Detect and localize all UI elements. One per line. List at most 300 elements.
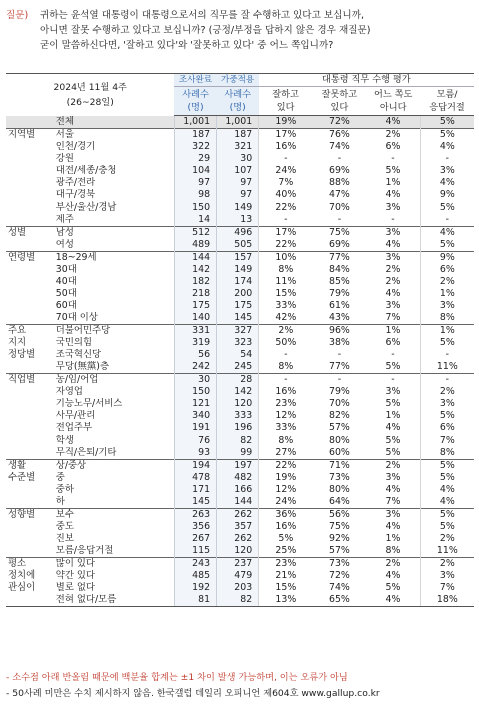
pct-positive: 12%	[259, 484, 313, 496]
table-row	[6, 214, 474, 227]
row-label: 많이 있다	[53, 557, 175, 570]
table-row	[6, 251, 474, 264]
pct-unknown: 7%	[420, 435, 474, 447]
pct-positive: -	[259, 349, 313, 361]
cases-weighted: 323	[217, 337, 259, 349]
pct-unknown: 8%	[420, 312, 474, 325]
pct-neither: 4%	[385, 287, 401, 299]
cases-done: 121	[174, 398, 216, 410]
row-label: 기능노무/서비스	[55, 398, 123, 410]
pct-positive: 23%	[259, 398, 313, 410]
row-label: 남성	[53, 226, 175, 239]
pct-positive: 8%	[259, 361, 313, 374]
pct-unknown: 1%	[420, 288, 474, 300]
cases-weighted: 196	[217, 422, 259, 434]
cases-done: 218	[174, 288, 216, 300]
pct-unknown: 7%	[420, 582, 474, 594]
pct-positive: 12%	[259, 410, 313, 422]
pct-unknown: 6%	[420, 264, 474, 276]
cases-weighted: 505	[217, 239, 259, 252]
table-row	[6, 533, 474, 545]
cases-weighted: 97	[217, 189, 259, 201]
cases-done: 175	[174, 300, 216, 312]
cases-done: 182	[174, 276, 216, 288]
row-label: 60대	[55, 299, 77, 311]
pct-negative: 72%	[328, 570, 350, 582]
cases-weighted: 174	[217, 276, 259, 288]
pct-neither: 4%	[385, 238, 401, 250]
table-row	[6, 459, 474, 472]
table-row	[6, 435, 474, 447]
pct-unknown: 4%	[420, 226, 474, 239]
pct-unknown: 3%	[420, 570, 474, 582]
cases-done: 263	[174, 508, 216, 521]
pct-neither: 1%	[385, 177, 401, 189]
row-label: 국민의힘	[55, 336, 93, 348]
pct-negative: 80%	[328, 483, 350, 495]
row-label: 50대	[55, 287, 77, 299]
cases-weighted: 142	[217, 386, 259, 398]
pct-negative: 77%	[313, 251, 367, 264]
cases-weighted: 262	[217, 508, 259, 521]
pct-neither: 2%	[366, 557, 420, 570]
pct-positive: -	[259, 214, 313, 227]
cases-weighted: 187	[217, 129, 259, 142]
row-label: 모름/응답거절	[55, 544, 114, 556]
cases-done: 56	[174, 349, 216, 361]
option-header-positive: 잘하고 있다	[259, 87, 313, 116]
pct-positive: 17%	[259, 129, 313, 142]
pct-positive: 17%	[259, 226, 313, 239]
table-row	[6, 410, 474, 422]
pct-positive: 23%	[259, 557, 313, 570]
row-label: 별로 없다	[55, 582, 95, 594]
cases-weighted: 1,001	[217, 116, 259, 129]
row-label: 약간 있다	[55, 570, 95, 582]
cases-weighted: 357	[217, 521, 259, 533]
table-row	[6, 189, 474, 201]
question-label: 질문)	[6, 10, 29, 21]
row-label: 대구/경북	[55, 189, 96, 201]
pct-positive: 5%	[259, 533, 313, 545]
row-label: 사무/관리	[55, 410, 96, 422]
group-label: 생활 수준별	[6, 459, 53, 508]
pct-negative: 65%	[313, 594, 367, 607]
cases-weighted: 327	[217, 324, 259, 337]
pct-unknown: -	[420, 349, 474, 361]
cases-weighted: 175	[217, 300, 259, 312]
pct-neither: 3%	[385, 201, 401, 213]
cases-weighted: 54	[217, 349, 259, 361]
cases-done: 29	[174, 153, 216, 165]
row-label: 무직/은퇴/기타	[55, 446, 117, 458]
pct-negative: 77%	[328, 361, 350, 373]
question-text	[40, 8, 474, 53]
pct-neither: 4%	[385, 422, 401, 434]
pct-unknown: 5%	[420, 459, 474, 472]
pct-negative: 82%	[328, 410, 350, 422]
cases-weighted: 321	[217, 141, 259, 153]
pct-neither: -	[391, 153, 395, 165]
pct-neither: 5%	[385, 446, 401, 458]
pct-positive: 19%	[259, 116, 313, 129]
group-label: 평소 정치에 관심이	[6, 557, 53, 606]
pct-neither: 3%	[385, 471, 401, 483]
option-header-neither: 어느 쪽도 아니다	[366, 87, 420, 116]
row-label: 상/중상	[53, 459, 175, 472]
table-row	[6, 398, 474, 410]
table-row	[6, 374, 474, 387]
question-line: 굳이 말씀하신다면, '잘하고 있다'와 '잘못하고 있다' 중 어느 쪽입니까?	[40, 40, 334, 51]
table-row	[6, 264, 474, 276]
cases-weighted: 203	[217, 582, 259, 594]
pct-neither: 5%	[385, 434, 401, 446]
row-label: 여성	[55, 238, 74, 250]
pct-negative: 71%	[313, 459, 367, 472]
option-header-negative: 잘못하고 있다	[313, 87, 367, 116]
table-row	[6, 165, 474, 177]
survey-period: 2024년 11월 4주 (26~28일)	[6, 74, 174, 116]
group-label: 직업별	[6, 374, 53, 459]
cases-done: 1,001	[174, 116, 216, 129]
footnote-rounding: - 소수점 아래 반올림 때문에 백분율 합계는 ±1 차이 발생 가능하며, 이는 오류가 아님	[6, 672, 348, 683]
pct-negative: -	[313, 374, 367, 387]
cases-weighted: 245	[217, 361, 259, 374]
table-row	[6, 201, 474, 213]
pct-neither: 4%	[385, 189, 401, 201]
cases-weighted: 149	[217, 264, 259, 276]
cases-done: 319	[174, 337, 216, 349]
table-row	[6, 594, 474, 607]
pct-unknown: 8%	[420, 447, 474, 460]
table-row	[6, 276, 474, 288]
table-row	[6, 521, 474, 533]
evaluation-title: 대통령 직무 수행 평가	[259, 74, 474, 87]
table-row	[6, 239, 474, 252]
table-row	[6, 508, 474, 521]
pct-positive: -	[259, 374, 313, 387]
pct-unknown: 6%	[420, 422, 474, 434]
pct-negative: 73%	[328, 471, 350, 483]
pct-neither: 4%	[385, 483, 401, 495]
pct-negative: 38%	[328, 336, 350, 348]
pct-positive: 21%	[259, 570, 313, 582]
pct-negative: 57%	[328, 422, 350, 434]
pct-negative: 43%	[328, 311, 350, 323]
pct-unknown: 2%	[420, 533, 474, 545]
row-label: 대전/세종/충청	[55, 165, 117, 177]
cases-done: 14	[174, 214, 216, 227]
pct-positive: 16%	[259, 141, 313, 153]
cases-done: 331	[174, 324, 216, 337]
pct-negative: 60%	[328, 446, 350, 458]
pct-negative: 84%	[328, 263, 350, 275]
cases-weighted: 120	[217, 545, 259, 558]
cases-done: 187	[174, 129, 216, 142]
question-line: 아니면 잘못 수행하고 있다고 보십니까? (긍정/부정을 답하지 않은 경우 재질문)	[40, 25, 371, 36]
row-label: 학생	[55, 434, 74, 446]
row-label: 전업주부	[55, 422, 93, 434]
cases-done: 97	[174, 177, 216, 189]
pct-neither: 2%	[366, 459, 420, 472]
pct-unknown: 3%	[420, 300, 474, 312]
row-label: 전체	[53, 116, 175, 129]
cases-header-weighted: 사례수 (명)	[217, 87, 259, 116]
pct-unknown: 2%	[420, 276, 474, 288]
group-label: 지역별	[6, 129, 53, 227]
cases-done: 340	[174, 410, 216, 422]
cases-done: 512	[174, 226, 216, 239]
pct-negative: 75%	[313, 226, 367, 239]
table-row	[6, 386, 474, 398]
pct-neither: 3%	[385, 299, 401, 311]
pct-neither: -	[366, 374, 420, 387]
pct-neither: 4%	[366, 116, 420, 129]
cases-weighted: 197	[217, 459, 259, 472]
pct-positive: 8%	[259, 435, 313, 447]
cases-done: 115	[174, 545, 216, 558]
cases-done: 145	[174, 496, 216, 509]
table-row	[6, 129, 474, 142]
cases-done: 171	[174, 484, 216, 496]
pct-unknown: 4%	[420, 484, 474, 496]
cases-weighted: 107	[217, 165, 259, 177]
pct-positive: 2%	[259, 324, 313, 337]
pct-neither: 1%	[366, 324, 420, 337]
cases-done: 76	[174, 435, 216, 447]
table-row	[6, 324, 474, 337]
footnotes	[6, 670, 474, 702]
pct-positive: 11%	[259, 276, 313, 288]
pct-positive: 19%	[259, 472, 313, 484]
cases-weighted: 333	[217, 410, 259, 422]
row-label: 인천/경기	[55, 141, 96, 153]
cases-done: 144	[174, 251, 216, 264]
cases-weighted: 166	[217, 484, 259, 496]
pct-neither: 3%	[366, 508, 420, 521]
cases-weighted: 262	[217, 533, 259, 545]
pct-unknown: 5%	[420, 129, 474, 142]
pct-unknown: 4%	[420, 177, 474, 189]
pct-neither: 5%	[385, 361, 401, 373]
row-label: 중	[55, 471, 65, 483]
table-row	[6, 312, 474, 325]
cases-done: 81	[174, 594, 216, 607]
pct-neither: 4%	[385, 520, 401, 532]
table-row	[6, 472, 474, 484]
pct-unknown: -	[420, 374, 474, 387]
pct-positive: 7%	[259, 177, 313, 189]
pct-positive: 15%	[259, 582, 313, 594]
pct-negative: -	[337, 349, 342, 361]
pct-negative: 70%	[328, 201, 350, 213]
cases-done: 98	[174, 189, 216, 201]
pct-negative: 80%	[328, 434, 350, 446]
pct-negative: 61%	[328, 299, 350, 311]
pct-negative: 72%	[313, 116, 367, 129]
row-label: 제주	[55, 213, 74, 225]
pct-positive: 40%	[259, 189, 313, 201]
table-body	[6, 116, 474, 607]
pct-positive: 33%	[259, 422, 313, 434]
group-label: 주요 지지 정당별	[6, 324, 53, 373]
pct-unknown: 4%	[420, 496, 474, 509]
pct-unknown: 18%	[420, 594, 474, 607]
table-row	[6, 288, 474, 300]
pct-positive: 33%	[259, 300, 313, 312]
pct-unknown: -	[420, 153, 474, 165]
group-label: 성향별	[6, 508, 53, 557]
pct-positive: 16%	[259, 386, 313, 398]
group-label	[6, 116, 53, 129]
pct-negative: 64%	[328, 495, 350, 507]
pct-negative: 79%	[328, 287, 350, 299]
pct-unknown: 3%	[420, 398, 474, 410]
sample-weighted-header: 가중적용	[217, 74, 259, 87]
pct-positive: 36%	[259, 508, 313, 521]
row-label: 자영업	[55, 386, 83, 398]
cases-done: 191	[174, 422, 216, 434]
pct-positive: 16%	[259, 521, 313, 533]
cases-weighted: 237	[217, 557, 259, 570]
row-label: 더불어민주당	[53, 324, 175, 337]
cases-weighted: 144	[217, 496, 259, 509]
pct-neither: 1%	[385, 410, 401, 422]
cases-weighted: 496	[217, 226, 259, 239]
pct-negative: 69%	[328, 238, 350, 250]
pct-neither: 4%	[366, 594, 420, 607]
cases-done: 485	[174, 570, 216, 582]
pct-neither: 7%	[385, 495, 401, 507]
row-label: 보수	[53, 508, 175, 521]
pct-unknown: 11%	[420, 545, 474, 558]
row-label: 전혀 없다/모름	[53, 594, 175, 607]
table-row	[6, 337, 474, 349]
row-label: 무당(無黨)층	[55, 361, 110, 373]
cases-done: 478	[174, 472, 216, 484]
row-label: 강원	[55, 153, 74, 165]
pct-positive: 13%	[259, 594, 313, 607]
table-row	[6, 447, 474, 460]
cases-weighted: 28	[217, 374, 259, 387]
option-header-unknown: 모름/ 응답거절	[420, 87, 474, 116]
cases-weighted: 479	[217, 570, 259, 582]
cases-done: 140	[174, 312, 216, 325]
pct-unknown: 5%	[420, 337, 474, 349]
footnote-source: - 50사례 미만은 수치 제시하지 않음. 한국갤럽 데일리 오피니언 제604호 www.gallup.co.kr	[6, 688, 380, 699]
pct-neither: 6%	[385, 336, 401, 348]
pct-unknown: 5%	[420, 472, 474, 484]
cases-weighted: 200	[217, 288, 259, 300]
table-row	[6, 141, 474, 153]
pct-negative: 69%	[328, 165, 350, 177]
cases-done: 194	[174, 459, 216, 472]
pct-positive: 22%	[259, 201, 313, 213]
group-label: 연령별	[6, 251, 53, 324]
row-label: 조국혁신당	[55, 349, 102, 361]
pct-neither: -	[391, 349, 395, 361]
row-label: 중하	[55, 483, 74, 495]
row-label: 진보	[55, 532, 74, 544]
pct-unknown: 2%	[420, 557, 474, 570]
pct-unknown: 5%	[420, 201, 474, 213]
cases-weighted: 482	[217, 472, 259, 484]
cases-done: 322	[174, 141, 216, 153]
cases-done: 242	[174, 361, 216, 374]
cases-weighted: 82	[217, 594, 259, 607]
table-row	[6, 116, 474, 129]
cases-done: 30	[174, 374, 216, 387]
pct-negative: 75%	[328, 520, 350, 532]
row-label: 농/임/어업	[53, 374, 175, 387]
pct-negative: 88%	[328, 177, 350, 189]
pct-neither: 3%	[385, 386, 401, 398]
row-label: 중도	[55, 520, 74, 532]
pct-neither: 4%	[385, 570, 401, 582]
table-row	[6, 570, 474, 582]
cases-weighted: 149	[217, 201, 259, 213]
cases-done: 150	[174, 386, 216, 398]
pct-positive: 10%	[259, 251, 313, 264]
cases-done: 150	[174, 201, 216, 213]
question-line: 귀하는 윤석열 대통령이 대통령으로서의 직무를 잘 수행하고 있다고 보십니까,	[40, 10, 365, 21]
pct-positive: 24%	[259, 165, 313, 177]
pct-unknown: 5%	[420, 116, 474, 129]
table-row	[6, 226, 474, 239]
pct-positive: 50%	[259, 337, 313, 349]
pct-unknown: 2%	[420, 386, 474, 398]
pct-negative: 76%	[313, 129, 367, 142]
pct-negative: 47%	[328, 189, 350, 201]
cases-done: 142	[174, 264, 216, 276]
pct-positive: 15%	[259, 288, 313, 300]
pct-unknown: 5%	[420, 239, 474, 252]
pct-negative: 96%	[313, 324, 367, 337]
pct-unknown: 5%	[420, 521, 474, 533]
pct-positive: 22%	[259, 459, 313, 472]
row-label: 30대	[55, 263, 77, 275]
cases-weighted: 157	[217, 251, 259, 264]
pct-negative: 73%	[313, 557, 367, 570]
pct-neither: 2%	[385, 263, 401, 275]
sample-done-header: 조사완료	[174, 74, 216, 87]
pct-unknown: 11%	[420, 361, 474, 374]
pct-neither: 1%	[385, 532, 401, 544]
row-label: 부산/울산/경남	[55, 201, 117, 213]
pct-negative: -	[337, 153, 342, 165]
pct-neither: 2%	[366, 129, 420, 142]
table-row	[6, 177, 474, 189]
pct-unknown: 9%	[420, 251, 474, 264]
pct-positive: 42%	[259, 312, 313, 325]
pct-positive: -	[259, 153, 313, 165]
pct-negative: 74%	[328, 141, 350, 153]
table-row	[6, 484, 474, 496]
table-header	[6, 74, 474, 116]
pct-positive: 27%	[259, 447, 313, 460]
row-label: 하	[55, 495, 65, 507]
cases-done: 93	[174, 447, 216, 460]
row-label: 서울	[53, 129, 175, 142]
pct-unknown: 3%	[420, 165, 474, 177]
pct-neither: 7%	[385, 311, 401, 323]
row-label: 70대 이상	[55, 311, 98, 323]
pct-negative: 70%	[328, 398, 350, 410]
cases-done: 192	[174, 582, 216, 594]
pct-positive: 8%	[259, 264, 313, 276]
row-label: 18~29세	[53, 251, 175, 264]
table-row	[6, 545, 474, 558]
